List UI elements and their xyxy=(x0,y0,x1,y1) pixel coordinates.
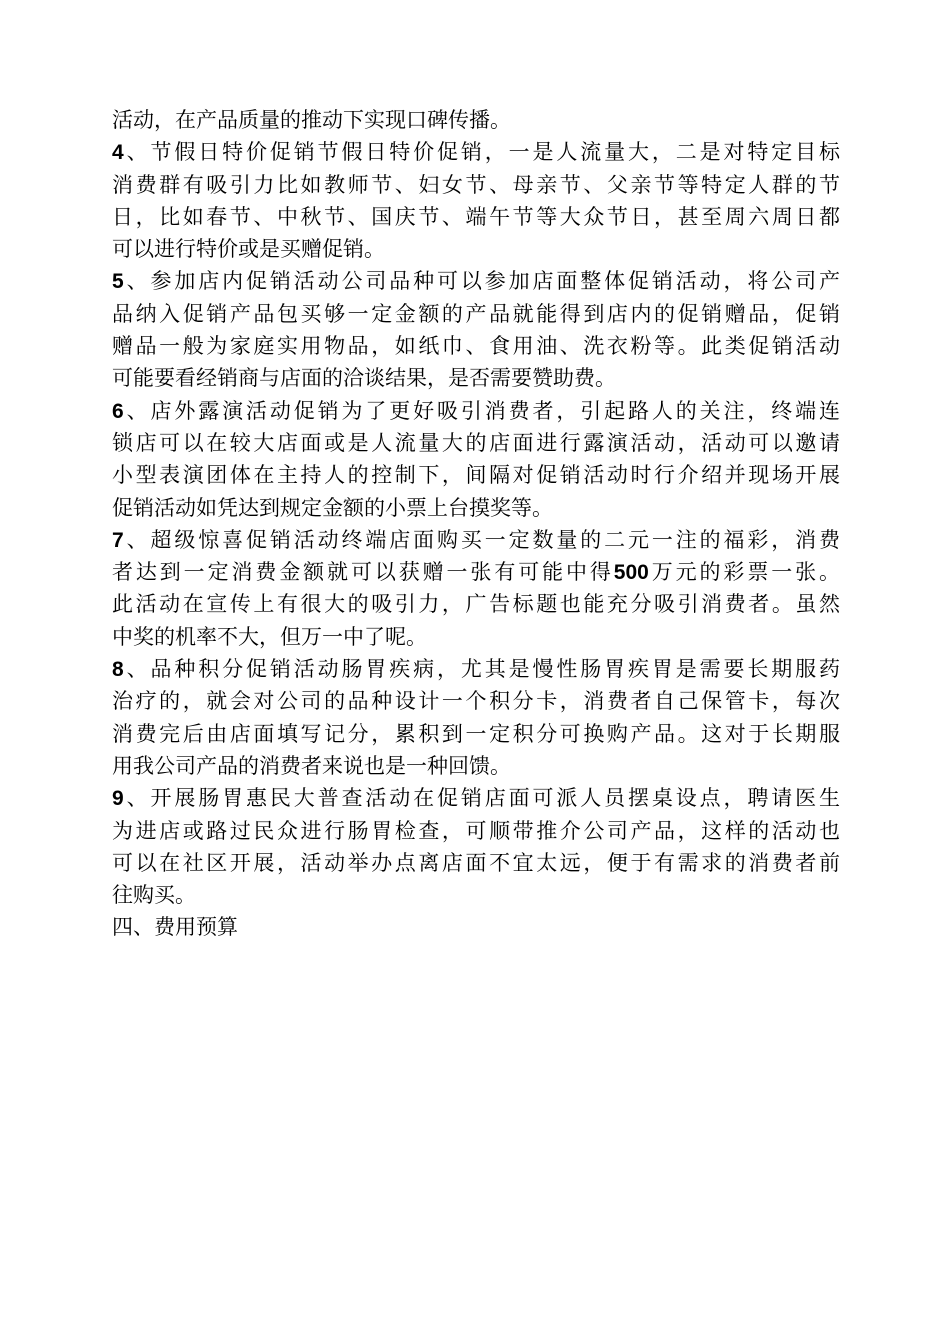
line-text: 消费完后由店面填写记分，累积到一定积分可换购产品。这对于长期服 xyxy=(112,721,840,746)
line-text: 往购买。 xyxy=(112,883,196,908)
item-number: 9 xyxy=(112,787,124,811)
paragraph-item-8 xyxy=(112,653,840,782)
text-line xyxy=(112,718,840,750)
text-line xyxy=(112,847,840,879)
text-line xyxy=(112,169,840,201)
line-text: 、节假日特价促销节假日特价促销，一是人流量大，二是对特定目标 xyxy=(123,140,840,165)
line-text: 、超级惊喜促销活动终端店面购买一定数量的二元一注的福彩，消费 xyxy=(123,527,840,552)
line-text: 赠品一般为家庭实用物品，如纸巾、食用油、洗衣粉等。此类促销活动 xyxy=(112,334,840,359)
text-line xyxy=(112,588,840,620)
item-number: 8 xyxy=(112,658,124,682)
text-line xyxy=(112,201,840,233)
line-text: 者达到一定消费金额就可以获赠一张有可能中得 xyxy=(112,560,614,585)
text-line xyxy=(112,879,840,911)
line-text: 治疗的，就会对公司的品种设计一个积分卡，消费者自己保管卡，每次 xyxy=(112,689,840,714)
paragraph-item-4 xyxy=(112,136,840,265)
line-text: 可以进行特价或是买赠促销。 xyxy=(112,237,385,262)
line-text: 用我公司产品的消费者来说也是一种回馈。 xyxy=(112,753,511,778)
item-number: 6 xyxy=(112,399,124,423)
line-text: 消费群有吸引力比如教师节、妇女节、母亲节、父亲节等特定人群的节 xyxy=(112,172,840,197)
line-text: 中奖的机率不大，但万一中了呢。 xyxy=(112,624,427,649)
line-text: 此活动在宣传上有很大的吸引力，广告标题也能充分吸引消费者。虽然 xyxy=(112,592,840,617)
text-line xyxy=(112,136,840,168)
text-line xyxy=(112,621,840,653)
text-line xyxy=(112,750,840,782)
item-number: 7 xyxy=(112,528,124,552)
line-text: 可以在社区开展，活动举办点离店面不宜太远，便于有需求的消费者前 xyxy=(112,850,840,875)
line-text: 促销活动如凭达到规定金额的小票上台摸奖等。 xyxy=(112,495,553,520)
text-line xyxy=(112,459,840,491)
line-text: 、品种积分促销活动肠胃疾病，尤其是慢性肠胃疾胃是需要长期服药 xyxy=(123,657,840,682)
line-text: 锁店可以在较大店面或是人流量大的店面进行露演活动，活动可以邀请 xyxy=(112,430,840,455)
paragraph-item-9 xyxy=(112,782,840,911)
line-text: 活动，在产品质量的推动下实现口碑传播。 xyxy=(112,108,511,132)
paragraph-item-6 xyxy=(112,395,840,524)
text-line xyxy=(112,427,840,459)
item-number: 4 xyxy=(112,141,124,165)
line-text: 、参加店内促销活动公司品种可以参加店面整体促销活动，将公司产 xyxy=(123,269,840,294)
text-line xyxy=(112,233,840,265)
line-text: 品纳入促销产品包买够一定金额的产品就能得到店内的促销赠品，促销 xyxy=(112,301,840,326)
line-text: 、店外露演活动促销为了更好吸引消费者，引起路人的关注，终端连 xyxy=(123,398,840,423)
text-line xyxy=(112,911,840,943)
line-text: 可能要看经销商与店面的洽谈结果，是否需要赞助费。 xyxy=(112,366,616,391)
text-line xyxy=(112,556,840,588)
line-text: 小型表演团体在主持人的控制下，间隔对促销活动时行介绍并现场开展 xyxy=(112,463,840,488)
line-text: 日，比如春节、中秋节、国庆节、端午节等大众节日，甚至周六周日都 xyxy=(112,204,840,229)
text-line xyxy=(112,492,840,524)
paragraph-intro-tail xyxy=(112,104,840,136)
text-line xyxy=(112,330,840,362)
text-line xyxy=(112,265,840,297)
text-line xyxy=(112,815,840,847)
paragraph-item-7 xyxy=(112,524,840,653)
text-line xyxy=(112,104,840,136)
text-line xyxy=(112,685,840,717)
line-text: 四、费用预算 xyxy=(112,915,238,940)
paragraph-section-4-heading xyxy=(112,911,840,943)
text-line xyxy=(112,298,840,330)
item-number: 5 xyxy=(112,270,124,294)
document-body xyxy=(112,104,840,944)
inline-number: 500 xyxy=(613,561,649,585)
line-text: 万元的彩票一张。 xyxy=(648,560,840,585)
text-line xyxy=(112,524,840,556)
paragraph-item-5 xyxy=(112,265,840,394)
text-line xyxy=(112,653,840,685)
line-text: 为进店或路过民众进行肠胃检查，可顺带推介公司产品，这样的活动也 xyxy=(112,818,840,843)
text-line xyxy=(112,782,840,814)
text-line xyxy=(112,362,840,394)
line-text: 、开展肠胃惠民大普查活动在促销店面可派人员摆桌设点，聘请医生 xyxy=(123,786,840,811)
text-line xyxy=(112,395,840,427)
